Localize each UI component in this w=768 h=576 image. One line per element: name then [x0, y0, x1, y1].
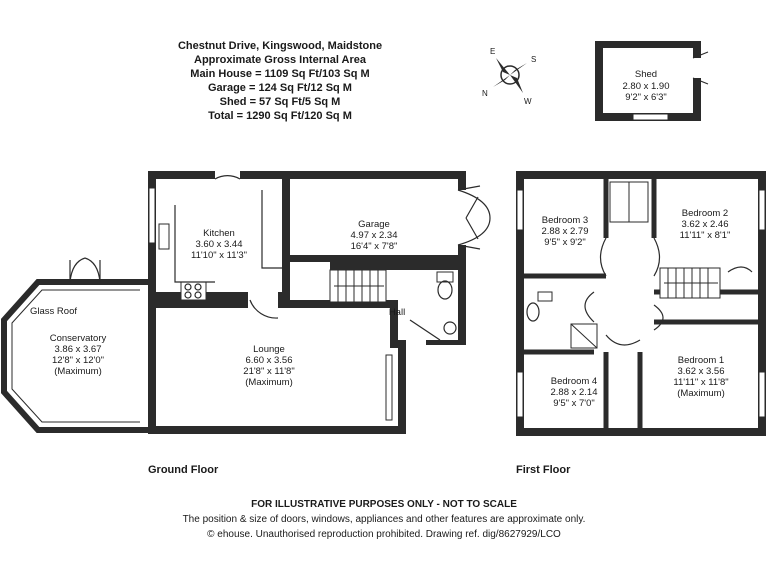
bedroom1-note: (Maximum): [677, 388, 725, 399]
lounge-label: Lounge: [253, 344, 285, 355]
garage-metric: 4.97 x 2.34: [350, 230, 398, 241]
first-floor-label: First Floor: [516, 464, 571, 476]
shed-window: [633, 114, 668, 120]
ground-floor-label: Ground Floor: [148, 464, 219, 476]
kitchen-metric: 3.60 x 3.44: [195, 239, 243, 250]
bedroom2-imperial: 11'11" x 8'1": [679, 230, 731, 241]
area-title: Approximate Gross Internal Area: [194, 54, 366, 66]
conservatory-label: Conservatory: [49, 333, 107, 344]
shed-area: Shed = 57 Sq Ft/5 Sq M: [219, 96, 341, 108]
ground-floor-plan: [4, 170, 490, 476]
bedroom1-imperial: 11'11" x 11'8": [673, 377, 729, 388]
main-house-area: Main House = 1109 Sq Ft/103 Sq M: [190, 68, 370, 80]
total-area: Total = 1290 Sq Ft/120 Sq M: [208, 110, 352, 122]
bedroom3-metric: 2.88 x 2.79: [541, 226, 589, 237]
conservatory-note: (Maximum): [54, 366, 102, 377]
hall-label: Hall: [388, 307, 406, 318]
bedroom1-label: Bedroom 1: [677, 355, 725, 366]
shed-metric: 2.80 x 1.90: [622, 81, 670, 92]
lounge-note: (Maximum): [245, 377, 293, 388]
bedroom4-label: Bedroom 4: [550, 376, 598, 387]
compass-n: N: [482, 89, 488, 98]
garage-imperial: 16'4" x 7'8": [350, 241, 398, 252]
shed-plan: [595, 41, 708, 121]
address-line: Chestnut Drive, Kingswood, Maidstone: [177, 40, 383, 52]
conservatory-metric: 3.86 x 3.67: [54, 344, 102, 355]
bedroom3-imperial: 9'5" x 9'2": [544, 237, 586, 248]
shed-imperial: 9'2" x 6'3": [625, 92, 667, 103]
glass-roof-label: Glass Roof: [30, 306, 77, 317]
bedroom4-imperial: 9'5" x 7'0": [553, 398, 595, 409]
kitchen-label: Kitchen: [203, 228, 235, 239]
compass-s: S: [531, 55, 537, 64]
compass-e: E: [490, 47, 496, 56]
lounge-metric: 6.60 x 3.56: [245, 355, 293, 366]
shed-label: Shed: [634, 69, 658, 80]
bedroom2-label: Bedroom 2: [681, 208, 729, 219]
disclaimer-heading: FOR ILLUSTRATIVE PURPOSES ONLY - NOT TO SCALE: [251, 499, 517, 510]
bedroom4-metric: 2.88 x 2.14: [550, 387, 598, 398]
garage-area: Garage = 124 Sq Ft/12 Sq M: [208, 82, 352, 94]
area-header: [178, 40, 382, 122]
compass-icon: [482, 47, 536, 106]
compass-w: W: [524, 97, 532, 106]
kitchen-imperial: 11'10" x 11'3": [191, 250, 247, 261]
disclaimer-text: The position & size of doors, windows, appliances and other features are approximate only.: [182, 514, 586, 525]
bedroom1-metric: 3.62 x 3.56: [677, 366, 725, 377]
conservatory-imperial: 12'8" x 12'0": [51, 355, 105, 366]
garage-label: Garage: [358, 219, 390, 230]
copyright-text: © ehouse. Unauthorised reproduction prohibited. Drawing ref. dig/8627929/LCO: [207, 529, 561, 540]
bedroom3-label: Bedroom 3: [541, 215, 589, 226]
first-floor-plan: [516, 171, 766, 476]
lounge-imperial: 21'8" x 11'8": [243, 366, 295, 377]
disclaimer-footer: [183, 499, 586, 540]
bedroom2-metric: 3.62 x 2.46: [681, 219, 729, 230]
